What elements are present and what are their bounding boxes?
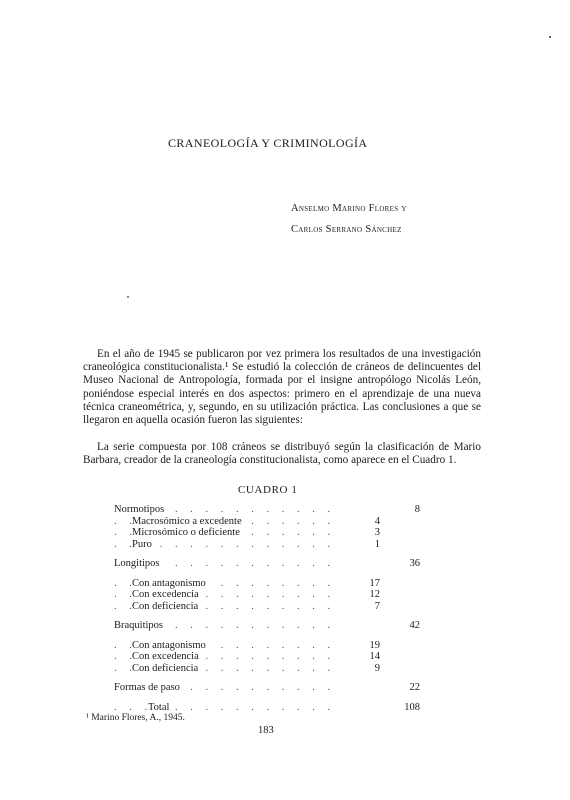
row-value: 17 — [369, 577, 380, 589]
group-total: 36 — [409, 558, 420, 569]
table-row — [114, 620, 420, 632]
article-title: CRANEOLOGÍA Y CRIMINOLOGÍA — [168, 136, 368, 150]
table-row — [114, 640, 420, 652]
table-row — [114, 589, 420, 601]
mixed-label: Formas de paso — [114, 682, 183, 693]
row-label: Microsómico o deficiente — [132, 527, 243, 538]
scan-mark — [549, 36, 551, 38]
scan-mark — [127, 296, 129, 298]
row-label: Macrosómico a excedente — [132, 516, 245, 527]
row-value: 12 — [369, 589, 380, 600]
grand-total: 108 — [404, 701, 420, 713]
row-label: Con excedencia — [132, 651, 202, 662]
group-label: Longitipos — [114, 558, 163, 569]
row-value: 19 — [369, 639, 380, 651]
row-value: 4 — [374, 515, 380, 527]
table-row — [114, 558, 420, 570]
table-row-total — [114, 702, 420, 714]
table-row — [114, 663, 420, 675]
footnote: ¹ Marino Flores, A., 1945. — [86, 713, 185, 723]
group-label: Normotipos — [114, 504, 167, 515]
group-total: 8 — [414, 504, 420, 515]
table-row — [114, 578, 420, 590]
table-row — [114, 516, 420, 528]
author-2: Carlos Serrano Sánchez — [291, 224, 402, 235]
row-value: 9 — [374, 662, 380, 674]
group-total: 42 — [409, 620, 420, 631]
row-value: 14 — [369, 651, 380, 662]
table-row — [114, 539, 420, 551]
row-label: Con excedencia — [132, 589, 202, 600]
table-row — [114, 651, 420, 663]
table-row — [114, 682, 420, 694]
total-label: Total — [148, 702, 172, 713]
paragraph-2: La serie compuesta por 108 cráneos se distribuyó según la clasificación de Mario Barbara, creador de la craneología constitucionalista, como aparece en el Cuadro 1. — [83, 441, 481, 467]
row-label: Con antagonismo — [132, 640, 209, 651]
mixed-total: 22 — [409, 682, 420, 693]
author-1: Anselmo Marino Flores y — [291, 203, 407, 214]
row-value: 1 — [374, 538, 380, 550]
table-row — [114, 527, 420, 539]
cuadro-1-table — [114, 504, 420, 713]
table-row — [114, 601, 420, 613]
table-caption: CUADRO 1 — [238, 484, 298, 496]
row-label: Con deficiencia — [132, 601, 201, 612]
row-label: Con deficiencia — [132, 663, 201, 674]
row-value: 3 — [374, 527, 380, 538]
row-label: Puro — [132, 539, 155, 550]
group-label: Braquitipos — [114, 620, 166, 631]
table-row — [114, 504, 420, 516]
row-label: Con antagonismo — [132, 578, 209, 589]
page-number: 183 — [258, 725, 274, 736]
paragraph-1: En el año de 1945 se publicaron por vez primera los resultados de una investigación craneológica constitucionalista.¹ Se estudió la colección de cráneos de delincuentes del Museo Nacional de Antropología, formada por el insigne antropólogo Nicolás León, poniéndose especial interés en dos aspectos: primero en el aprendizaje de una nueva técnica craneométrica, y, segundo, en su utilización práctica. Las conclusiones a que se llegaron en aquella ocasión fueron las siguientes: — [83, 348, 481, 427]
row-value: 7 — [374, 600, 380, 612]
